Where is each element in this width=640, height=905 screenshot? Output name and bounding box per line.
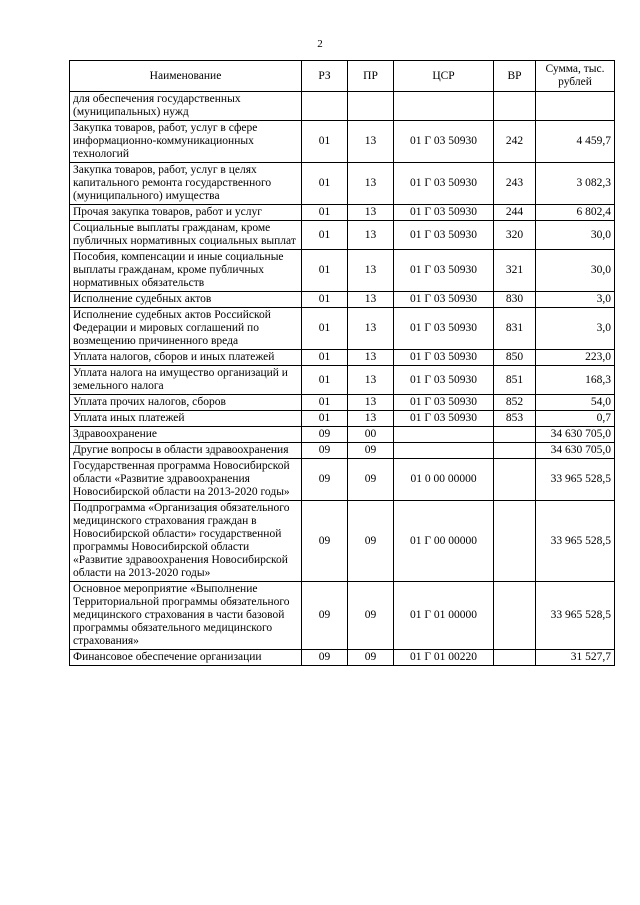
row-sum: 3,0 xyxy=(536,292,615,308)
row-sum: 30,0 xyxy=(536,221,615,250)
row-name: Прочая закупка товаров, работ и услуг xyxy=(70,205,302,221)
row-sum: 6 802,4 xyxy=(536,205,615,221)
row-vr: 244 xyxy=(494,205,536,221)
table-row xyxy=(70,650,615,666)
table-row xyxy=(70,250,615,292)
row-sum: 30,0 xyxy=(536,250,615,292)
row-sum xyxy=(536,92,615,121)
row-pr: 13 xyxy=(348,395,394,411)
row-csr xyxy=(394,427,494,443)
row-vr xyxy=(494,427,536,443)
row-rz: 01 xyxy=(302,395,348,411)
table-row xyxy=(70,366,615,395)
row-rz xyxy=(302,92,348,121)
row-rz: 09 xyxy=(302,443,348,459)
row-sum: 223,0 xyxy=(536,350,615,366)
row-sum: 3,0 xyxy=(536,308,615,350)
row-csr: 01 Г 01 00220 xyxy=(394,650,494,666)
row-sum: 33 965 528,5 xyxy=(536,459,615,501)
row-rz: 01 xyxy=(302,308,348,350)
header-sum: Сумма, тыс. рублей xyxy=(536,61,615,92)
row-name: Государственная программа Новосибирской области «Развитие здравоохранения Новосибирской области на 2013-2020 годы» xyxy=(70,459,302,501)
table-row xyxy=(70,92,615,121)
table-row xyxy=(70,501,615,582)
row-pr: 13 xyxy=(348,205,394,221)
row-sum: 168,3 xyxy=(536,366,615,395)
row-csr: 01 Г 03 50930 xyxy=(394,411,494,427)
row-rz: 01 xyxy=(302,250,348,292)
row-name: Исполнение судебных актов Российской Федерации и мировых соглашений по возмещению причиненного вреда xyxy=(70,308,302,350)
row-sum: 3 082,3 xyxy=(536,163,615,205)
row-pr: 00 xyxy=(348,427,394,443)
table-row xyxy=(70,121,615,163)
row-name: Уплата налога на имущество организаций и земельного налога xyxy=(70,366,302,395)
row-name: Уплата прочих налогов, сборов xyxy=(70,395,302,411)
row-vr: 852 xyxy=(494,395,536,411)
table-row xyxy=(70,443,615,459)
header-csr: ЦСР xyxy=(394,61,494,92)
row-pr: 09 xyxy=(348,459,394,501)
table-row xyxy=(70,582,615,650)
row-pr: 13 xyxy=(348,250,394,292)
row-name: Финансовое обеспечение организации xyxy=(70,650,302,666)
row-rz: 01 xyxy=(302,163,348,205)
row-vr: 831 xyxy=(494,308,536,350)
row-csr: 01 Г 03 50930 xyxy=(394,250,494,292)
row-csr: 01 Г 03 50930 xyxy=(394,395,494,411)
row-vr: 853 xyxy=(494,411,536,427)
row-csr: 01 Г 03 50930 xyxy=(394,366,494,395)
row-name: Закупка товаров, работ, услуг в сфере информационно-коммуникационных технологий xyxy=(70,121,302,163)
row-pr: 09 xyxy=(348,582,394,650)
row-vr xyxy=(494,92,536,121)
row-pr xyxy=(348,92,394,121)
row-pr: 13 xyxy=(348,350,394,366)
header-vr: ВР xyxy=(494,61,536,92)
row-rz: 09 xyxy=(302,427,348,443)
header-name: Наименование xyxy=(70,61,302,92)
row-csr xyxy=(394,443,494,459)
row-name: Уплата налогов, сборов и иных платежей xyxy=(70,350,302,366)
row-vr: 830 xyxy=(494,292,536,308)
row-vr: 850 xyxy=(494,350,536,366)
row-vr: 242 xyxy=(494,121,536,163)
table-row xyxy=(70,350,615,366)
table-row xyxy=(70,459,615,501)
row-vr xyxy=(494,459,536,501)
row-name: Здравоохранение xyxy=(70,427,302,443)
header-rz: РЗ xyxy=(302,61,348,92)
row-sum: 0,7 xyxy=(536,411,615,427)
budget-table xyxy=(69,60,615,666)
row-csr: 01 Г 03 50930 xyxy=(394,292,494,308)
row-sum: 34 630 705,0 xyxy=(536,427,615,443)
row-vr xyxy=(494,501,536,582)
row-rz: 01 xyxy=(302,121,348,163)
row-name: Пособия, компенсации и иные социальные выплаты гражданам, кроме публичных нормативных обязательств xyxy=(70,250,302,292)
table-row xyxy=(70,308,615,350)
table-row xyxy=(70,163,615,205)
row-csr: 01 Г 03 50930 xyxy=(394,308,494,350)
table-row xyxy=(70,395,615,411)
row-name: Закупка товаров, работ, услуг в целях капитального ремонта государственного (муниципального) имущества xyxy=(70,163,302,205)
row-pr: 13 xyxy=(348,121,394,163)
row-vr: 851 xyxy=(494,366,536,395)
row-sum: 34 630 705,0 xyxy=(536,443,615,459)
row-vr: 320 xyxy=(494,221,536,250)
header-pr: ПР xyxy=(348,61,394,92)
row-sum: 31 527,7 xyxy=(536,650,615,666)
row-pr: 13 xyxy=(348,366,394,395)
table-row xyxy=(70,411,615,427)
row-name: Исполнение судебных актов xyxy=(70,292,302,308)
row-name: Другие вопросы в области здравоохранения xyxy=(70,443,302,459)
table-row xyxy=(70,427,615,443)
row-rz: 01 xyxy=(302,411,348,427)
row-rz: 09 xyxy=(302,582,348,650)
row-pr: 13 xyxy=(348,292,394,308)
row-name: Подпрограмма «Организация обязательного медицинского страхования граждан в Новосибирской области» государственной программы Новосибирской области «Развитие здравоохранения Новосибирской области на 2013-2020 годы» xyxy=(70,501,302,582)
row-name: Основное мероприятие «Выполнение Территориальной программы обязательного медицинского страхования в части базовой программы обязательного медицинского страхования» xyxy=(70,582,302,650)
row-rz: 09 xyxy=(302,650,348,666)
row-csr: 01 Г 01 00000 xyxy=(394,582,494,650)
row-csr xyxy=(394,92,494,121)
row-pr: 09 xyxy=(348,501,394,582)
row-vr: 321 xyxy=(494,250,536,292)
row-csr: 01 0 00 00000 xyxy=(394,459,494,501)
table-row xyxy=(70,205,615,221)
table-row xyxy=(70,221,615,250)
row-pr: 13 xyxy=(348,308,394,350)
row-pr: 13 xyxy=(348,221,394,250)
row-sum: 54,0 xyxy=(536,395,615,411)
row-rz: 09 xyxy=(302,501,348,582)
row-csr: 01 Г 03 50930 xyxy=(394,221,494,250)
row-csr: 01 Г 00 00000 xyxy=(394,501,494,582)
row-name: Социальные выплаты гражданам, кроме публичных нормативных социальных выплат xyxy=(70,221,302,250)
row-vr: 243 xyxy=(494,163,536,205)
row-rz: 01 xyxy=(302,292,348,308)
row-rz: 09 xyxy=(302,459,348,501)
row-rz: 01 xyxy=(302,350,348,366)
row-rz: 01 xyxy=(302,205,348,221)
row-vr xyxy=(494,650,536,666)
row-csr: 01 Г 03 50930 xyxy=(394,350,494,366)
row-csr: 01 Г 03 50930 xyxy=(394,121,494,163)
table-header-row xyxy=(70,61,615,92)
row-vr xyxy=(494,582,536,650)
row-vr xyxy=(494,443,536,459)
row-name: для обеспечения государственных (муниципальных) нужд xyxy=(70,92,302,121)
row-csr: 01 Г 03 50930 xyxy=(394,205,494,221)
row-pr: 13 xyxy=(348,411,394,427)
row-rz: 01 xyxy=(302,221,348,250)
row-rz: 01 xyxy=(302,366,348,395)
row-sum: 4 459,7 xyxy=(536,121,615,163)
page-number: 2 xyxy=(317,38,323,50)
row-pr: 13 xyxy=(348,163,394,205)
row-sum: 33 965 528,5 xyxy=(536,501,615,582)
row-sum: 33 965 528,5 xyxy=(536,582,615,650)
table-row xyxy=(70,292,615,308)
row-pr: 09 xyxy=(348,650,394,666)
row-name: Уплата иных платежей xyxy=(70,411,302,427)
row-csr: 01 Г 03 50930 xyxy=(394,163,494,205)
row-pr: 09 xyxy=(348,443,394,459)
